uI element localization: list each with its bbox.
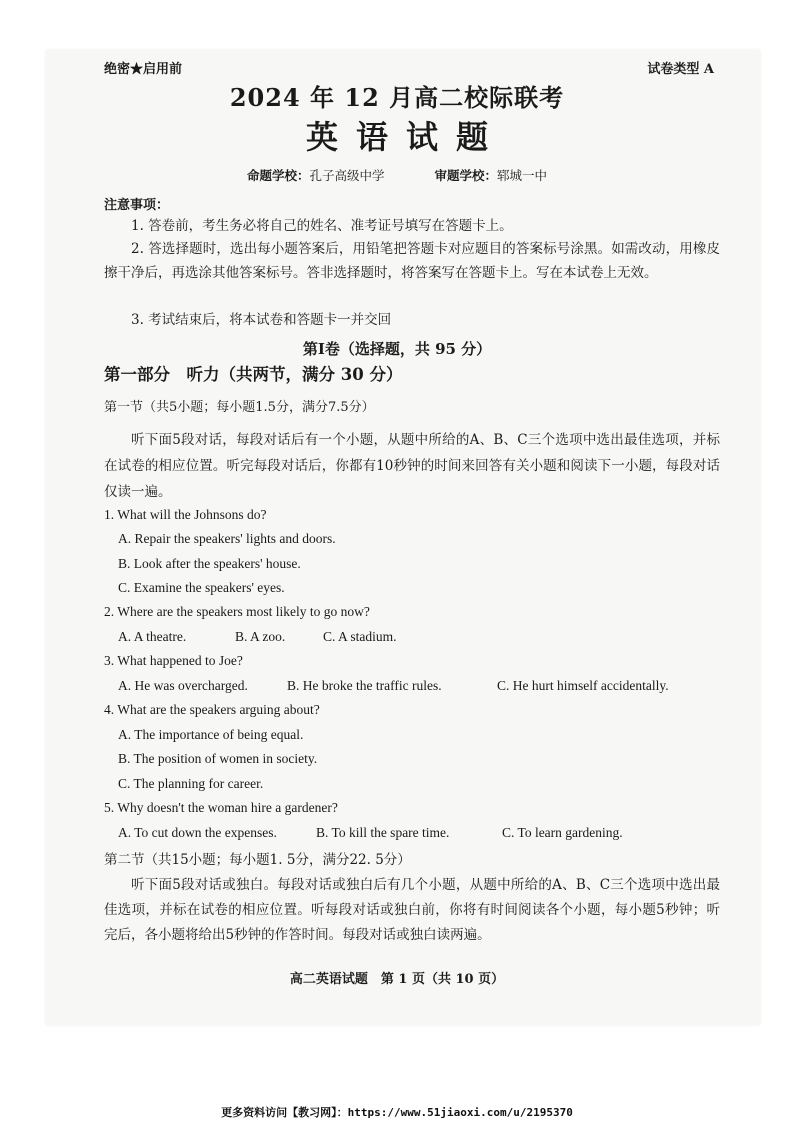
question-stem: 1. What will the Johnsons do?: [104, 507, 267, 522]
sec1-heading: 第一节（共5小题；每小题1.5分，满分7.5分）: [104, 400, 375, 415]
exam-title: 2024 年 12 月高二校际联考: [229, 83, 565, 112]
question-stem: 4. What are the speakers arguing about?: [104, 702, 320, 717]
confidential-mark: 绝密★启用前: [104, 62, 183, 77]
question-option: C. To learn gardening.: [502, 825, 623, 840]
part-title: 第一部分 听力（共两节，满分 30 分）: [104, 365, 403, 384]
question-option: A. The importance of being equal.: [118, 727, 304, 742]
question-option: B. The position of women in society.: [118, 751, 318, 766]
question-option: B. Look after the speakers' house.: [118, 556, 301, 571]
question-option: A. A theatre.: [118, 629, 187, 644]
question-option: C. The planning for career.: [118, 776, 264, 791]
reviewer-school: 郓城一中: [497, 168, 548, 183]
section-title: 第Ⅰ卷（选择题，共 95 分）: [302, 340, 492, 358]
question-option: A. He was overcharged.: [118, 678, 248, 693]
question-option: C. A stadium.: [323, 629, 397, 644]
question-stem: 2. Where are the speakers most likely to go now?: [104, 604, 370, 619]
question-option: C. He hurt himself accidentally.: [497, 678, 669, 693]
notice-heading: 注意事项：: [104, 198, 170, 213]
notice-item-2: 2. 答选择题时，选出每小题答案后，用铅笔把答题卡对应题目的答案标号涂黑。如需改动，用橡皮擦干净后，再选涂其他答案标号。答非选择题时，将答案写在答题卡上。写在本试卷上无效。: [104, 241, 720, 281]
question-option: B. To kill the spare time.: [316, 825, 450, 840]
question-option: A. To cut down the expenses.: [118, 825, 277, 840]
notice-item-1: 1. 答卷前，考生务必将自己的姓名、准考证号填写在答题卡上。: [131, 218, 513, 234]
question-option: C. Examine the speakers' eyes.: [118, 580, 285, 595]
page-footer: 高二英语试题 第 1 页（共 10 页）: [289, 972, 505, 987]
question-stem: 3. What happened to Joe?: [104, 653, 243, 668]
reviewer-label: 审题学校：: [434, 168, 498, 183]
question-option: A. Repair the speakers' lights and doors.: [118, 531, 336, 546]
schools-line: [0, 166, 794, 184]
setter-label: 命题学校：: [246, 168, 310, 183]
question-option: B. A zoo.: [235, 629, 286, 644]
paper-type: 试卷类型 A: [647, 62, 714, 77]
resource-link[interactable]: 更多资料访问【教习网】：https://www.51jiaoxi.com/u/2195370: [221, 1106, 573, 1119]
sec2-heading: 第二节（共15小题；每小题1. 5分，满分22. 5分）: [104, 852, 411, 868]
question-option: B. He broke the traffic rules.: [287, 678, 442, 693]
setter-school: 孔子高级中学: [309, 168, 385, 183]
sec1-instructions: 听下面5段对话，每段对话后有一个小题，从题中所给的A、B、C三个选项中选出最佳选项，并标在试卷的相应位置。听完每段对话后，你都有10秒钟的时间来回答有关小题和阅读下一小题，每段对话仅读一遍。: [104, 432, 720, 500]
subject-title: 英语试题: [305, 118, 506, 156]
sec2-instructions: 听下面5段对话或独白。每段对话或独白后有几个小题，从题中所给的A、B、C三个选项中选出最佳选项，并标在试卷的相应位置。听每段对话或独白前，你将有时间阅读各个小题，每小题5秒钟；听完后，各小题将给出5秒钟的作答时间。每段对话或独白读两遍。: [104, 877, 720, 943]
question-stem: 5. Why doesn't the woman hire a gardener?: [104, 800, 338, 815]
notice-item-3: 3. 考试结束后，将本试卷和答题卡一并交回: [131, 312, 392, 328]
